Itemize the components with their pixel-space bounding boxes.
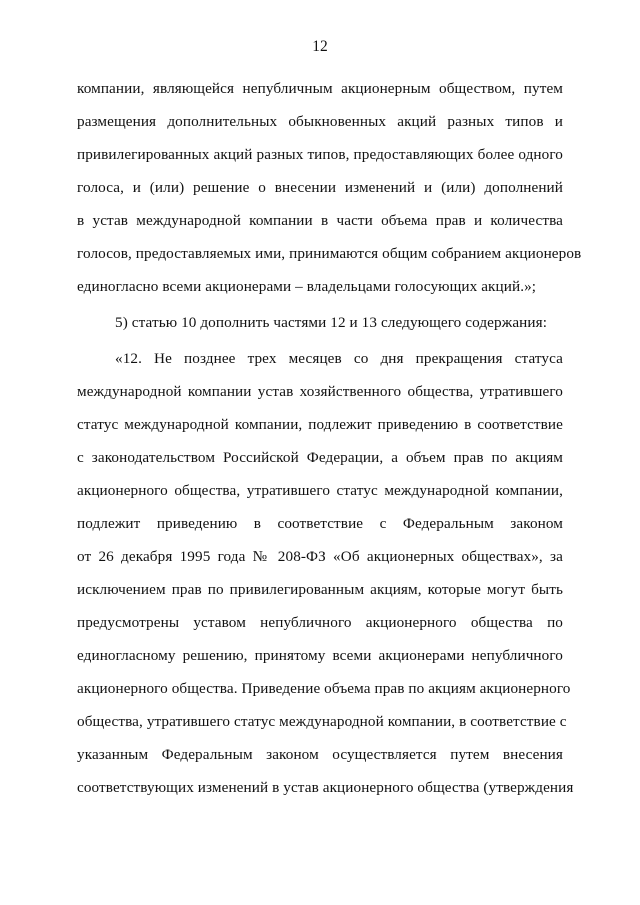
text-line: с законодательством Российской Федерации, а объем прав по акциям [77,449,563,466]
text-line: единогласно всеми акционерами – владельцами голосующих акций.»; [77,278,537,295]
text-line: акционерного общества, утратившего статус международной компании, [77,482,563,499]
page-number: 12 [312,38,328,55]
text-line: в устав международной компании в части объема прав и количества [77,212,563,229]
text-line: статус международной компании, подлежит приведению в соответствие [77,416,563,433]
text-line: международной компании устав хозяйственного общества, утратившего [77,383,563,400]
text-line: указанным Федеральным законом осуществляется путем внесения [77,746,563,763]
text-line: акционерного общества. Приведение объема прав по акциям акционерного [77,680,571,697]
paragraph-start-line: 5) статью 10 дополнить частями 12 и 13 следующего содержания: [115,314,548,331]
text-line: подлежит приведению в соответствие с Федеральным законом [77,515,563,532]
text-line: компании, являющейся непубличным акционерным обществом, путем [77,80,563,97]
text-line: размещения дополнительных обыкновенных акций разных типов и [77,113,563,130]
text-line: привилегированных акций разных типов, предоставляющих более одного [77,146,563,163]
text-line: от 26 декабря 1995 года № 208-ФЗ «Об акционерных обществах», за [77,548,563,565]
text-line: голосов, предоставляемых ими, принимаются общим собранием акционеров [77,245,582,262]
text-line: общества, утратившего статус международной компании, в соответствие с [77,713,567,730]
text-line: соответствующих изменений в устав акционерного общества (утверждения [77,779,574,796]
text-line: предусмотрены уставом непубличного акционерного общества по [77,614,563,631]
text-line: голоса, и (или) решение о внесении изменений и (или) дополнений [77,179,563,196]
text-line: исключением прав по привилегированным акциям, которые могут быть [77,581,563,598]
paragraph-start-line: «12. Не позднее трех месяцев со дня прекращения статуса [115,350,563,367]
text-line: единогласному решению, принятому всеми акционерами непубличного [77,647,563,664]
